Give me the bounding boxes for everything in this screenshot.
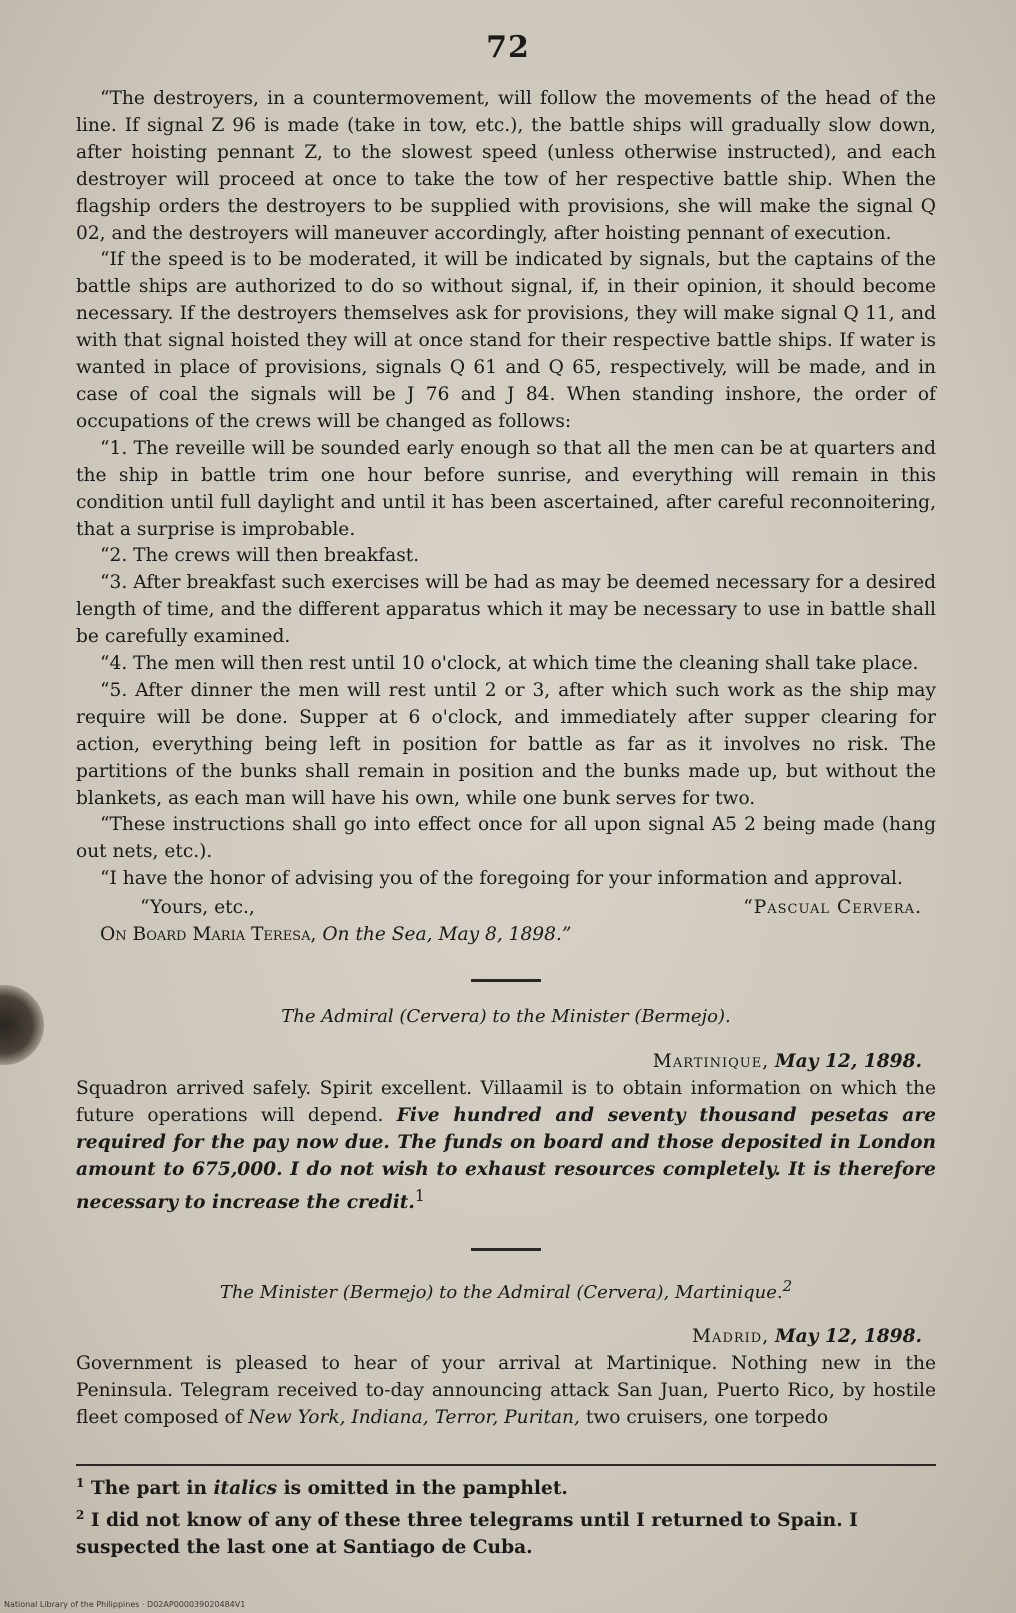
footnote-1 [76,1470,936,1502]
telegram-dateline [76,1049,936,1076]
telegram-heading: The Admiral (Cervera) to the Minister (Bermejo). [281,1006,731,1027]
telegram-italic-text: Five hundred and seventy thousand pesetas are required for the pay now due. The funds on board and those deposited in London amount to 675,000. I do not wish to exhaust resources completely. It is therefore necessary to increase the credit. [76,1104,936,1214]
telegram-bermejo-to-cervera [76,1273,936,1433]
dateline-place: Martinique, [652,1050,770,1072]
footnote-reference: 2 [782,1276,793,1295]
signature: “Pascual Cervera. [743,897,922,919]
telegram-dateline [76,1324,936,1351]
footnote-mark: 2 [76,1508,85,1523]
telegram-text [76,1076,936,1218]
footnote-reference: 1 [414,1187,425,1206]
section-divider [471,1248,541,1251]
paragraph: “If the speed is to be moderated, it will be indicated by signals, but the captains of the battle ships are authorized to do so without signal, if, in their opinion, it should become necessary. If the destroyers themselves ask for provisions, they will make signal Q 11, and with that signal hoisted they will at once stand for their respective battle ships. If water is wanted in place of provisions, signals Q 61 and Q 65, respectively, will be made, and in case of coal the signals will be J 76 and J 84. When standing inshore, the order of occupations of the crews will be changed as follows: [76,249,936,432]
footnote-text: I did not know of any of these three telegrams until I returned to Spain. I suspected the last one at Santiago de Cuba. [76,1510,858,1559]
paragraph: “2. The crews will then breakfast. [100,545,420,567]
place-date: On the Sea, May 8, 1898.” [322,924,572,946]
dateline-date: May 12, 1898. [775,1326,922,1348]
dateline-place: Madrid, [692,1326,770,1348]
section-divider [471,979,541,982]
footnote-mark: 1 [76,1476,85,1490]
footnote-text: is omitted in the pamphlet. [283,1478,568,1500]
dateline-date: May 12, 1898. [775,1050,922,1072]
page-number: 72 [486,30,530,65]
footnote-divider [76,1464,936,1466]
footnote-2 [76,1502,936,1561]
telegram-plain-text: Squadron arrived safely. Spirit excellent. Villaamil is to obtain information on which the future operations will depend. [76,1077,936,1126]
paragraph: “I have the honor of advising you of the foregoing for your information and approval. [100,868,903,890]
ship-name: On Board Maria Teresa, [100,924,317,946]
paragraph: “3. After breakfast such exercises will be had as may be deemed necessary for a desired length of time, and the different apparatus which it may be necessary to use in battle shall be carefully examined. [76,572,936,648]
telegram-text [76,1351,936,1432]
paragraph: “4. The men will then rest until 10 o'clock, at which time the cleaning shall take place. [100,653,919,675]
paragraph: “1. The reveille will be sounded early enough so that all the men can be at quarters and the ship in battle trim one hour before sunrise, and everything will remain in this condition until full daylight and until it has been ascertained, after careful reconnoitering, that a surprise is improbable. [76,437,936,540]
telegram-cervera-to-bermejo [76,1004,936,1218]
ship-names: New York, Indiana, Terror, Puritan, [248,1407,580,1429]
footnote-text: The part in [90,1478,207,1500]
closing-salutation: “Yours, etc., [140,897,255,919]
place-date-line [76,922,936,949]
telegram-heading-text: The Minister (Bermejo) to the Admiral (Cervera), Martinique. [219,1281,783,1303]
scanner-thumb-shadow [0,985,44,1065]
letter-body [76,86,936,1432]
telegram-text-part: Government is pleased to hear of your arrival at Martinique. Nothing new in the Peninsula. Telegram received to-day announcing attack San Juan, Puerto Rico, by hostile fleet composed of [76,1353,936,1429]
telegram-heading [76,1273,936,1307]
footnote-italic-word: italics [213,1478,278,1500]
footnotes [76,1470,936,1561]
telegram-text-part: two cruisers, one torpedo [585,1407,829,1429]
paragraph: “5. After dinner the men will rest until 2 or 3, after which such work as the ship may require will be done. Supper at 6 o'clock, and immediately after supper clearing for action, everything being left in position for battle as far as it involves no risk. The partitions of the bunks shall remain in position and the bunks made up, but without the blankets, as each man will have his own, while one bunk serves for two. [76,679,936,809]
paragraph: “These instructions shall go into effect once for all upon signal A5 2 being made (hang out nets, etc.). [76,814,936,863]
signoff-row [76,895,936,922]
library-credit: National Library of the Philippines · D02AP000039020484V1 [4,1600,246,1609]
paragraph: “The destroyers, in a countermovement, will follow the movements of the head of the line. If signal Z 96 is made (take in tow, etc.), the battle ships will gradually slow down, after hoisting pennant Z, to the slowest speed (unless otherwise instructed), and each destroyer will proceed at once to take the tow of her respective battle ship. When the flagship orders the destroyers to be supplied with provisions, she will make the signal Q 02, and the destroyers will maneuver accordingly, after hoisting pennant of execution. [76,88,936,244]
